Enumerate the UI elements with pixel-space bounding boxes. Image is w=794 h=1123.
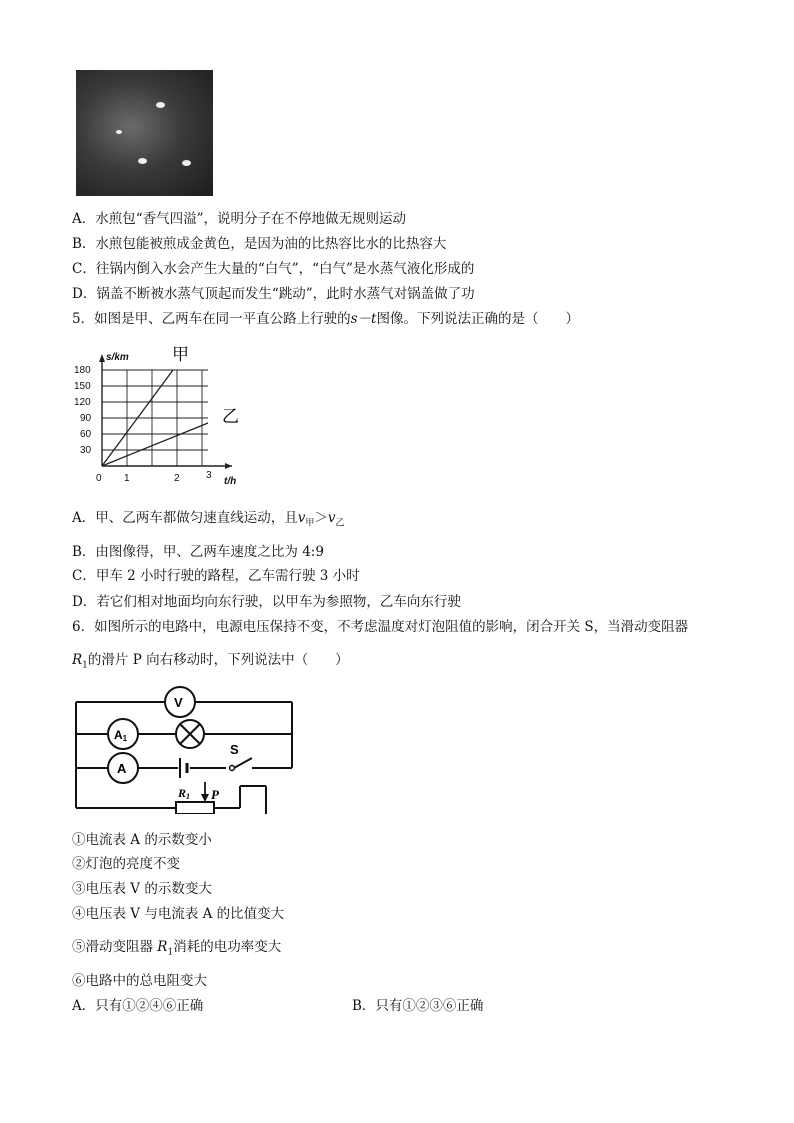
q5-option-d: D．若它们相对地面均向东行驶，以甲车为参照物，乙车向东行驶 bbox=[72, 594, 461, 610]
y-tick-150: 150 bbox=[74, 381, 91, 392]
y-tick-90: 90 bbox=[80, 413, 92, 424]
q6-statement-2: ②灯泡的亮度不变 bbox=[72, 856, 180, 872]
q4-option-a: A．水煎包“香气四溢”，说明分子在不停地做无规则运动 bbox=[72, 211, 407, 227]
pan-photo bbox=[76, 70, 213, 196]
q4-option-c: C．往锅内倒入水会产生大量的“白气”，“白气”是水蒸气液化形成的 bbox=[72, 261, 475, 277]
q6-statement-1: ①电流表 A 的示数变小 bbox=[72, 832, 212, 848]
q5-sub1: 甲 bbox=[305, 518, 315, 529]
x-tick-3: 3 bbox=[206, 470, 212, 481]
q5-stem-before: 5．如图是甲、乙两车在同一平直公路上行驶的 bbox=[72, 311, 351, 327]
q5-option-c: C．甲车 2 小时行驶的路程，乙车需行驶 3 小时 bbox=[72, 568, 360, 584]
rheostat-sub: 1 bbox=[186, 792, 191, 801]
slider-label: P bbox=[211, 787, 219, 802]
origin-label: 0 bbox=[96, 473, 102, 484]
q6-stem-after: 的滑片 P 向右移动时，下列说法中（ ） bbox=[87, 652, 349, 668]
x-tick-1: 1 bbox=[124, 473, 130, 484]
y-axis-label: s/km bbox=[106, 352, 129, 363]
x-axis-arrow bbox=[225, 463, 232, 469]
q6-s5-before: ⑤滑动变阻器 bbox=[72, 939, 158, 955]
ammeter1-sub: 1 bbox=[122, 734, 128, 743]
q6-option-a: A．只有①②④⑥正确 bbox=[72, 998, 204, 1014]
label-jia: 甲 bbox=[172, 345, 189, 365]
q6-statement-6: ⑥电路中的总电阻变大 bbox=[72, 973, 207, 989]
svg-text:R1 bbox=[177, 786, 190, 801]
q5-stem-math: s－t bbox=[350, 311, 377, 327]
q5-v1: v bbox=[297, 510, 306, 526]
label-yi: 乙 bbox=[222, 407, 239, 427]
switch-label: S bbox=[230, 742, 239, 757]
q5-stem-after: 图像。下列说法正确的是（ ） bbox=[376, 311, 579, 327]
circuit-diagram bbox=[68, 686, 300, 814]
rheostat-label: R bbox=[178, 786, 187, 800]
y-tick-60: 60 bbox=[80, 429, 92, 440]
q5-option-a-text: A．甲、乙两车都做匀速直线运动，且 bbox=[72, 510, 298, 526]
q6-statement-3: ③电压表 V 的示数变大 bbox=[72, 881, 212, 897]
q4-option-d: D．锅盖不断被水蒸气顶起而发生“跳动”，此时水蒸气对锅盖做了功 bbox=[72, 286, 475, 302]
st-graph bbox=[72, 338, 242, 490]
ammeter-label: A bbox=[117, 761, 127, 776]
q6-stem-line1: 6．如图所示的电路中，电源电压保持不变，不考虑温度对灯泡阻值的影响，闭合开关 S，当滑动变阻器 bbox=[72, 619, 689, 635]
switch-contact bbox=[230, 766, 235, 771]
q6-s5-sub: 1 bbox=[167, 947, 174, 958]
voltmeter-label: V bbox=[174, 695, 183, 710]
x-tick-2: 2 bbox=[174, 473, 180, 484]
x-axis-label: t/h bbox=[224, 476, 237, 487]
q6-statement-5 bbox=[72, 938, 281, 962]
q5-gt: ＞ bbox=[314, 510, 328, 526]
q5-option-a bbox=[72, 509, 345, 533]
rheostat-icon bbox=[176, 802, 214, 814]
q6-s5-r: R bbox=[157, 939, 168, 955]
q5-v2: v bbox=[327, 510, 336, 526]
q6-option-b: B．只有①②③⑥正确 bbox=[352, 998, 484, 1014]
y-tick-180: 180 bbox=[74, 365, 91, 376]
q6-statement-4: ④电压表 V 与电流表 A 的比值变大 bbox=[72, 906, 285, 922]
q6-stem-r: R bbox=[72, 652, 83, 668]
y-tick-30: 30 bbox=[80, 445, 92, 456]
y-tick-120: 120 bbox=[74, 397, 91, 408]
q5-option-b: B．由图像得，甲、乙两车速度之比为 4:9 bbox=[72, 544, 324, 560]
q6-stem-line2 bbox=[72, 651, 349, 675]
y-axis-arrow bbox=[99, 354, 105, 362]
slider-arrow bbox=[201, 794, 209, 802]
ammeter1-label: A bbox=[114, 728, 123, 742]
q5-sub2: 乙 bbox=[335, 518, 345, 529]
q4-option-b: B．水煎包能被煎成金黄色，是因为油的比热容比水的比热容大 bbox=[72, 236, 447, 252]
switch-blade bbox=[234, 758, 252, 768]
q6-stem-r-sub: 1 bbox=[82, 660, 88, 671]
q5-stem bbox=[72, 310, 579, 328]
q6-s5-after: 消耗的电功率变大 bbox=[173, 939, 282, 955]
